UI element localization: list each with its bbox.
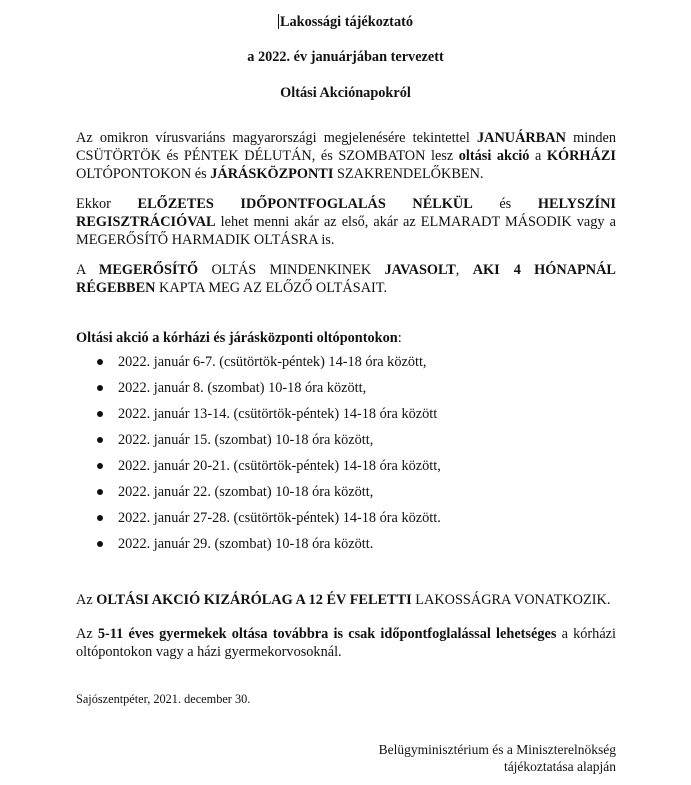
children-notice: Az 5-11 éves gyermekek oltása továbbra is csak időpontfoglalással lehetséges a kórházi oltópontokon vagy a házi gyermekorvosoknál. [76, 626, 616, 660]
schedule-list [76, 353, 441, 561]
schedule-item: 2022. január 8. (szombat) 10-18 óra között, [76, 379, 441, 405]
schedule-item: 2022. január 22. (szombat) 10-18 óra között, [76, 483, 441, 509]
bullet-icon [97, 385, 103, 391]
bullet-icon [97, 515, 103, 521]
schedule-item: 2022. január 15. (szombat) 10-18 óra között, [76, 431, 441, 457]
schedule-item: 2022. január 13-14. (csütörtök-péntek) 14-18 óra között [76, 405, 441, 431]
bullet-icon [97, 437, 103, 443]
schedule-item: 2022. január 20-21. (csütörtök-péntek) 14-18 óra között, [76, 457, 441, 483]
intro-paragraph: Az omikron vírusvariáns magyarországi megjelenésére tekintettel JANUÁRBAN minden CSÜTÖRTÖK és PÉNTEK DÉLUTÁN, és SZOMBATON lesz oltási akció a KÓRHÁZI OLTÓPONTOKON és JÁRÁSKÖZPONTI SZAKRENDELŐKBEN. [76, 130, 616, 182]
bullet-icon [97, 359, 103, 365]
document-subtitle: a 2022. év januárjában tervezett [247, 49, 444, 65]
text-cursor [278, 14, 279, 29]
signature-line: tájékoztatása alapján [503, 759, 616, 774]
schedule-item: 2022. január 29. (szombat) 10-18 óra között. [76, 535, 441, 561]
registration-paragraph: Ekkor ELŐZETES IDŐPONTFOGLALÁS NÉLKÜL és HELYSZÍNI REGISZTRÁCIÓVAL lehet menni akár az első, akár az ELMARADT MÁSODIK vagy a MEGERŐSÍTŐ HARMADIK OLTÁSRA is. [76, 196, 616, 248]
schedule-item: 2022. január 27-28. (csütörtök-péntek) 14-18 óra között. [76, 509, 441, 535]
place-date: Sajószentpéter, 2021. december 30. [76, 692, 251, 706]
signature-line: Belügyminisztérium és a Miniszterelnökség [378, 742, 616, 757]
schedule-item: 2022. január 6-7. (csütörtök-péntek) 14-18 óra között, [76, 353, 441, 379]
signature-block [379, 741, 616, 775]
bullet-icon [97, 411, 103, 417]
bullet-icon [97, 541, 103, 547]
age-notice: Az OLTÁSI AKCIÓ KIZÁRÓLAG A 12 ÉV FELETTI LAKOSSÁGRA VONATKOZIK. [76, 592, 611, 608]
booster-paragraph: A MEGERŐSÍTŐ OLTÁS MINDENKINEK JAVASOLT, AKI 4 HÓNAPNÁL RÉGEBBEN KAPTA MEG AZ ELŐZŐ OLTÁSAIT. [76, 262, 616, 296]
document-title: Lakossági tájékoztató [279, 14, 414, 30]
bullet-icon [97, 463, 103, 469]
bullet-icon [97, 489, 103, 495]
schedule-heading: Oltási akció a kórházi és járásközponti oltópontokon: [76, 330, 402, 346]
document-topic: Oltási Akciónapokról [280, 85, 411, 101]
